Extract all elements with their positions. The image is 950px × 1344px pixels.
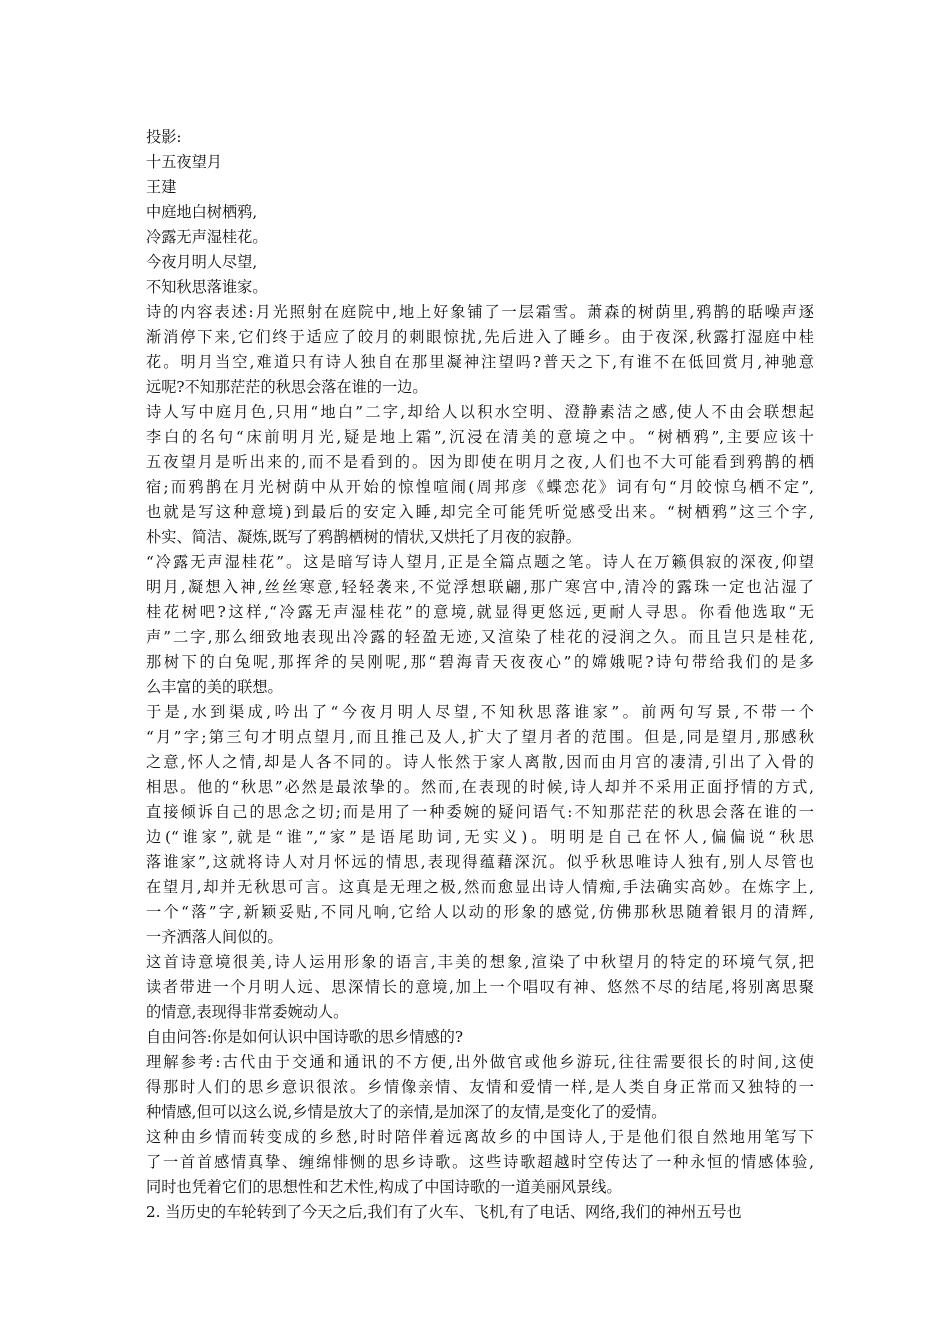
paragraph-line: 种情感,但可以这么说,乡情是放大了的亲情,是加深了的友情,是变化了的爱情。 bbox=[146, 1103, 667, 1121]
poem-line: 中庭地白树栖鸦, bbox=[146, 203, 258, 221]
paragraph-line: 2. 当历史的车轮转到了今天之后,我们有了火车、飞机,有了电话、网络,我们的神州五号也 bbox=[146, 1203, 742, 1221]
paragraph-line: 自由问答:你是如何认识中国诗歌的思乡情感的? bbox=[146, 1028, 464, 1046]
body-paragraph bbox=[146, 950, 814, 1025]
paragraph-line: 边(“谁家”,就是“谁”,“家”是语尾助词,无实义)。明明是自己在怀人,偏偏说“秋思 bbox=[146, 828, 814, 846]
poem-line: 冷露无声湿桂花。 bbox=[146, 228, 268, 246]
body-paragraph bbox=[146, 400, 814, 550]
paragraph-line: 同时也凭着它们的思想性和艺术性,构成了中国诗歌的一道美丽风景线。 bbox=[146, 1178, 622, 1196]
paragraph-line: “冷露无声湿桂花”。这是暗写诗人望月,正是全篇点题之笔。诗人在万籁俱寂的深夜,仰望 bbox=[146, 553, 814, 571]
paragraph-line: 这种由乡情而转变成的乡愁,时时陪伴着远离故乡的中国诗人,于是他们很自然地用笔写下 bbox=[146, 1128, 814, 1146]
body-paragraph bbox=[146, 1025, 814, 1050]
paragraph-line: 落谁家”,这就将诗人对月怀远的情思,表现得蕴藉深沉。似乎秋思唯诗人独有,别人尽管也 bbox=[146, 853, 814, 871]
paragraph-line: 这首诗意境很美,诗人运用形象的语言,丰美的想象,渲染了中秋望月的特定的环境气氛,把 bbox=[146, 953, 814, 971]
paragraph-line: 么丰富的美的联想。 bbox=[146, 678, 283, 696]
poem-author: 王建 bbox=[146, 178, 177, 196]
paragraph-line: 了一首首感情真挚、缠绵悱恻的思乡诗歌。这些诗歌超越时空传达了一种永恒的情感体验, bbox=[146, 1153, 814, 1171]
paragraph-line: 声”二字,那么细致地表现出冷露的轻盈无迹,又渲染了桂花的浸润之久。而且岂只是桂花, bbox=[146, 628, 814, 646]
paragraph-line: 那树下的白兔呢,那挥斧的吴刚呢,那“碧海青天夜夜心”的嫦娥呢?诗句带给我们的是多 bbox=[146, 653, 814, 671]
poem-title: 十五夜望月 bbox=[146, 153, 222, 171]
paragraph-line: 在望月,却并无秋思可言。这真是无理之极,然而愈显出诗人情痴,手法确实高妙。在炼字上, bbox=[146, 878, 814, 896]
paragraph-line: 李白的名句“床前明月光,疑是地上霜”,沉浸在清美的意境之中。“树栖鸦”,主要应该十 bbox=[146, 428, 814, 446]
body-paragraph bbox=[146, 1200, 814, 1225]
body-paragraph bbox=[146, 1125, 814, 1200]
paragraph-line: 理解参考:古代由于交通和通讯的不方便,出外做官或他乡游玩,往往需要很长的时间,这使 bbox=[146, 1053, 814, 1071]
body-paragraph bbox=[146, 700, 814, 950]
paragraph-line: 朴实、简洁、凝炼,既写了鸦鹊栖树的情状,又烘托了月夜的寂静。 bbox=[146, 528, 581, 546]
paragraph-line: 相思。他的“秋思”必然是最浓挚的。然而,在表现的时候,诗人却并不采用正面抒情的方式, bbox=[146, 778, 814, 796]
body-paragraph bbox=[146, 1050, 814, 1125]
paragraph-line: 一个“落”字,新颖妥贴,不同凡响,它给人以动的形象的感觉,仿佛那秋思随着银月的清辉, bbox=[146, 903, 814, 921]
paragraph-line: 也就是写这种意境)到最后的安定入睡,却完全可能凭听觉感受出来。“树栖鸦”这三个字, bbox=[146, 503, 814, 521]
paragraph-line: 花。明月当空,难道只有诗人独自在那里凝神注望吗?普天之下,有谁不在低回赏月,神驰意 bbox=[146, 353, 814, 371]
paragraph-line: 渐消停下来,它们终于适应了皎月的刺眼惊扰,先后进入了睡乡。由于夜深,秋露打湿庭中桂 bbox=[146, 328, 814, 346]
paragraph-line: 得那时人们的思乡意识很浓。乡情像亲情、友情和爱情一样,是人类自身正常而又独特的一 bbox=[146, 1078, 814, 1096]
paragraph-line: 于是,水到渠成,吟出了“今夜月明人尽望,不知秋思落谁家”。前两句写景,不带一个 bbox=[146, 703, 814, 721]
paragraph-line: 诗的内容表述:月光照射在庭院中,地上好象铺了一层霜雪。萧森的树荫里,鸦鹊的聒噪声逐 bbox=[146, 303, 814, 321]
commentary-body bbox=[146, 300, 814, 1225]
body-paragraph bbox=[146, 300, 814, 400]
paragraph-line: 远呢?不知那茫茫的秋思会落在谁的一边。 bbox=[146, 378, 428, 396]
poem-line: 不知秋思落谁家。 bbox=[146, 278, 268, 296]
paragraph-line: 桂花树吧?这样,“冷露无声湿桂花”的意境,就显得更悠远,更耐人寻思。你看他选取“无 bbox=[146, 603, 814, 621]
poem-line: 今夜月明人尽望, bbox=[146, 253, 258, 271]
section-label: 投影: bbox=[146, 128, 182, 146]
paragraph-line: 之意,怀人之情,却是人各不同的。诗人怅然于家人离散,因而由月宫的凄清,引出了入骨的 bbox=[146, 753, 814, 771]
paragraph-line: 明月,凝想入神,丝丝寒意,轻轻袭来,不觉浮想联翩,那广寒宫中,清冷的露珠一定也沾湿了 bbox=[146, 578, 814, 596]
body-paragraph bbox=[146, 550, 814, 700]
paragraph-line: 五夜望月是听出来的,而不是看到的。因为即使在明月之夜,人们也不大可能看到鸦鹊的栖 bbox=[146, 453, 814, 471]
paragraph-line: “月”字;第三句才明点望月,而且推己及人,扩大了望月者的范围。但是,同是望月,那感秋 bbox=[146, 728, 814, 746]
document-page bbox=[146, 125, 814, 1225]
paragraph-line: 的情意,表现得非常委婉动人。 bbox=[146, 1003, 349, 1021]
paragraph-line: 一齐洒落人间似的。 bbox=[146, 928, 283, 946]
paragraph-line: 宿;而鸦鹊在月光树荫中从开始的惊惶喧闹(周邦彦《蝶恋花》词有句“月皎惊乌栖不定”, bbox=[146, 478, 814, 496]
paragraph-line: 直接倾诉自己的思念之切;而是用了一种委婉的疑问语气:不知那茫茫的秋思会落在谁的一 bbox=[146, 803, 814, 821]
paragraph-line: 读者带进一个月明人远、思深情长的意境,加上一个唱叹有神、悠然不尽的结尾,将别离思聚 bbox=[146, 978, 814, 996]
paragraph-line: 诗人写中庭月色,只用“地白”二字,却给人以积水空明、澄静素洁之感,使人不由会联想起 bbox=[146, 403, 814, 421]
